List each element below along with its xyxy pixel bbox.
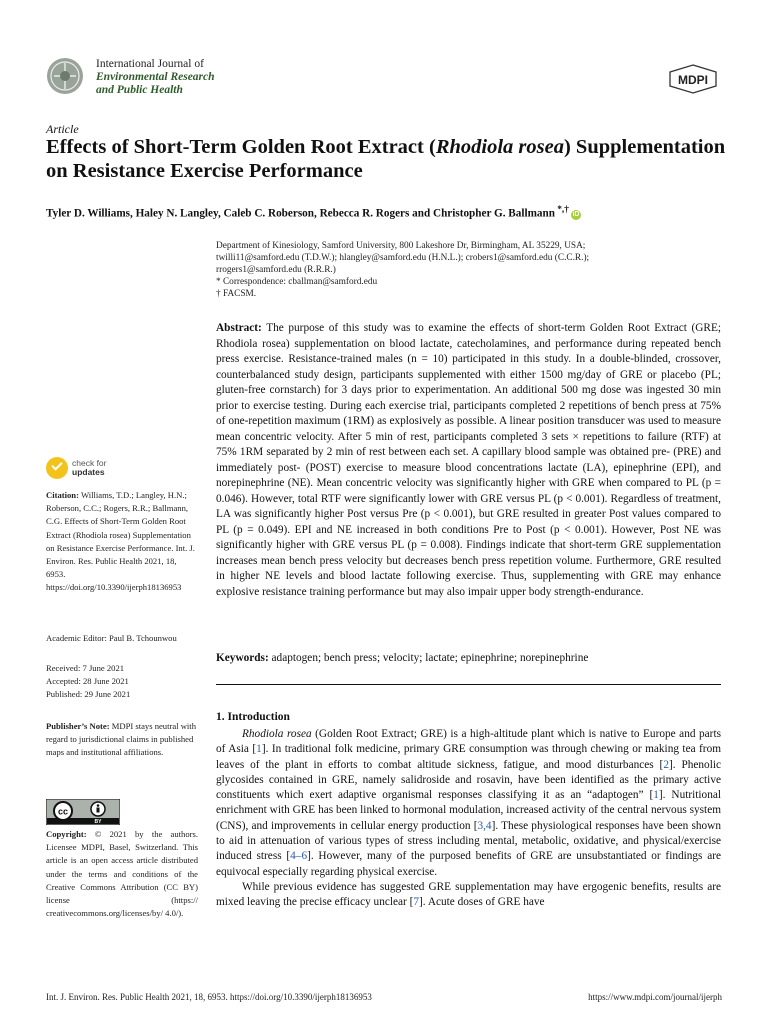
citation-link[interactable]: 4–6 [290,850,308,863]
checkmark-icon [46,457,68,479]
abstract-label: Abstract: [216,322,262,334]
citation-link[interactable]: 7 [413,896,420,909]
correspondence: * Correspondence: cballman@samford.edu [216,277,378,287]
academic-editor: Academic Editor: Paul B. Tchounwou [46,633,177,643]
text-run: ]. Phenolic glycosides contained in GRE, namely salidroside and rosavin, have been identified as the primary active constituents which exert adaptive organismal responses classifying it as an “adaptogen” [ [216,758,721,802]
paragraph [216,880,721,911]
svg-text:cc: cc [57,806,69,817]
accepted-date: Accepted: 28 June 2021 [46,676,129,687]
text-run: ]. Acute doses of GRE have [419,896,545,909]
cc-by-label: BY [94,819,102,825]
section-divider [216,684,721,685]
check-line1: check for [72,458,107,468]
publication-dates [46,662,198,702]
footer-journal-link[interactable]: https://www.mdpi.com/journal/ijerph [588,992,722,1002]
paragraph [216,727,721,880]
keywords [216,652,721,664]
affiliation-emails: twilli11@samford.edu (T.D.W.); hlangley@samford.edu (H.N.L.); crobers1@samford.edu (C.C.R.); [216,253,590,263]
affiliation-emails-cont: rrogers1@samford.edu (R.R.R.) [216,265,336,275]
check-for-updates-label [72,459,107,477]
keywords-text: adaptogen; bench press; velocity; lactate; epinephrine; norepinephrine [268,652,589,664]
citation-text: Williams, T.D.; Langley, H.N.; Roberson, C.C.; Rogers, R.R.; Ballmann, C.G. Effects of Short-Term Golden Root Extract (Rhodiola rosea) Supplementation on Resistance Exercise Performance. Int. J. Environ. Res. Public Health 2021, 18, 6953. https://doi.org/10.3390/ijerph18136953 [46,490,195,593]
creative-commons-icon[interactable] [46,799,120,825]
citation-link[interactable]: 2 [663,758,669,771]
published-date: Published: 29 June 2021 [46,689,131,700]
text-run: ]. However, many of the purposed benefits of GRE are unsubstantiated or findings are equivocal especially regarding physical exercise. [216,850,721,878]
species-name: Rhodiola rosea [242,728,312,740]
journal-name-line2: Environmental Research [96,71,215,83]
orcid-icon[interactable]: iD [572,210,580,218]
copyright-label: Copyright: [46,829,87,839]
check-line2: updates [72,467,105,477]
keywords-label: Keywords: [216,652,269,664]
text-run: ]. These physiological responses have been shown to aid in attenuation of various types of stress including mental, metabolic, oxidative, and physical/exercise induced stress [ [216,819,721,863]
pubnote-label: Publisher’s Note: [46,721,110,731]
title-part2: ) Supplementation on Resistance Exercise Performance [46,136,726,182]
copyright-text: © 2021 by the authors. Licensee MDPI, Basel, Switzerland. This article is an open access article distributed under the terms and conditions of the Creative Commons Attribution (CC BY) license (https:// creativecommons.org/licenses/by/ 4.0/). [46,829,198,919]
section-heading-introduction: 1. Introduction [216,711,290,723]
received-date: Received: 7 June 2021 [46,663,125,673]
text-run: While previous evidence has suggested GRE supplementation may have ergogenic benefits, results are mixed leaving the precise efficacy unclear [ [216,880,721,909]
author-marks: *,† [554,205,569,215]
citation-link[interactable]: 1 [256,743,262,756]
author-names: Tyler D. Williams, Haley N. Langley, Caleb C. Roberson, Rebecca R. Rogers and Christopher G. Ballmann [46,207,555,220]
citation-link[interactable]: 1 [653,789,659,802]
journal-name-line3: and Public Health [96,84,183,96]
journal-logo-icon [46,57,84,95]
title-species: Rhodiola rosea [435,136,564,158]
text-run: (Golden Root Extract; GRE) is a high-altitude plant which is native to Europe and parts of Asia [ [216,728,721,756]
publishers-note [46,720,198,760]
affiliation-block [216,240,726,300]
text-run: ]. In traditional folk medicine, primary GRE consumption was through chewing or making tea from leaves of the plant in efforts to combat altitude sickness, fatigue, and mood disturbances [ [216,743,722,771]
title-part1: Effects of Short-Term Golden Root Extract ( [46,136,436,158]
mdpi-logo [668,64,718,94]
abstract [216,321,721,600]
page-title [46,135,726,183]
mdpi-logo-text: MDPI [678,73,708,87]
journal-name [96,58,215,97]
citation-link[interactable]: 3,4 [477,819,492,832]
pubnote-text: MDPI stays neutral with regard to jurisdictional claims in published maps and institutional affiliations. [46,721,196,758]
introduction-body [216,727,721,911]
check-for-updates-button[interactable] [46,457,146,481]
citation-label: Citation: [46,490,79,500]
author-list [46,205,726,220]
text-run: ]. Nutritional enrichment with GRE has been linked to hormonal modulation, increased activity of the central nervous system (CNS), and improvements in cellular energy production [ [216,789,721,832]
footer-citation: Int. J. Environ. Res. Public Health 2021, 18, 6953. https://doi.org/10.3390/ijerph18136953 [46,992,372,1002]
journal-name-line1: International Journal of [96,58,204,70]
citation-block [46,489,198,595]
abstract-text: The purpose of this study was to examine the effects of short-term Golden Root Extract (GRE; Rhodiola rosea) supplementation on blood lactate, catecholamines, and performance during repeated bench press exercise. Resistance-trained males (n = 10) participated in this study. In a double-blinded, crossover, counterbalanced study design, participants supplemented with either 1500 mg/day of GRE or placebo (PL; gluten-free cornstarch) for 3 days prior to experimentation. An additional 500 mg dose was ingested 30 min prior to exercise testing. During each exercise trial, participants completed 2 repetitions of bench press at 75% of one-repetition maximum (1RM) as explosively as possible. A linear position transducer was used to measure mean concentric velocity. After 5 min of rest, participants completed 3 sets × repetitions to failure (RTF) at 75% 1RM separated by 2 min of rest between each set. A capillary blood sample was obtained pre- (PRE) and immediately post- (POST) exercise to measure blood concentrations lactate (LA), epinephrine (EPI), and norepinephrine (NE). Mean concentric velocity was significantly higher with GRE when compared to PL (p = 0.046). However, total RTF were significantly lower with GRE versus PL (p < 0.001). Regardless of treatment, LA was significantly higher Post versus Pre (p < 0.001), but GRE resulted in greater Post values compared to PL (p = 0.049). EPI and NE increased in both conditions Pre to Post (p < 0.001). However, Post NE was significantly higher with GRE versus PL (p = 0.008). Findings indicate that short-term GRE supplementation increases mean bench press velocity but decreases bench press repetition volume. Furthermore, GRE resulted in higher NE levels and blood lactate following exercise. Thus, supplementing with GRE may enhance explosive resistance training performance but may also impair upper body strength-endurance. [216,322,721,598]
affiliation-line: Department of Kinesiology, Samford University, 800 Lakeshore Dr, Birmingham, AL 35229, USA; [216,241,586,251]
facsm-note: † FACSM. [216,289,257,299]
copyright-block [46,828,198,920]
article-type: Article [46,122,79,136]
